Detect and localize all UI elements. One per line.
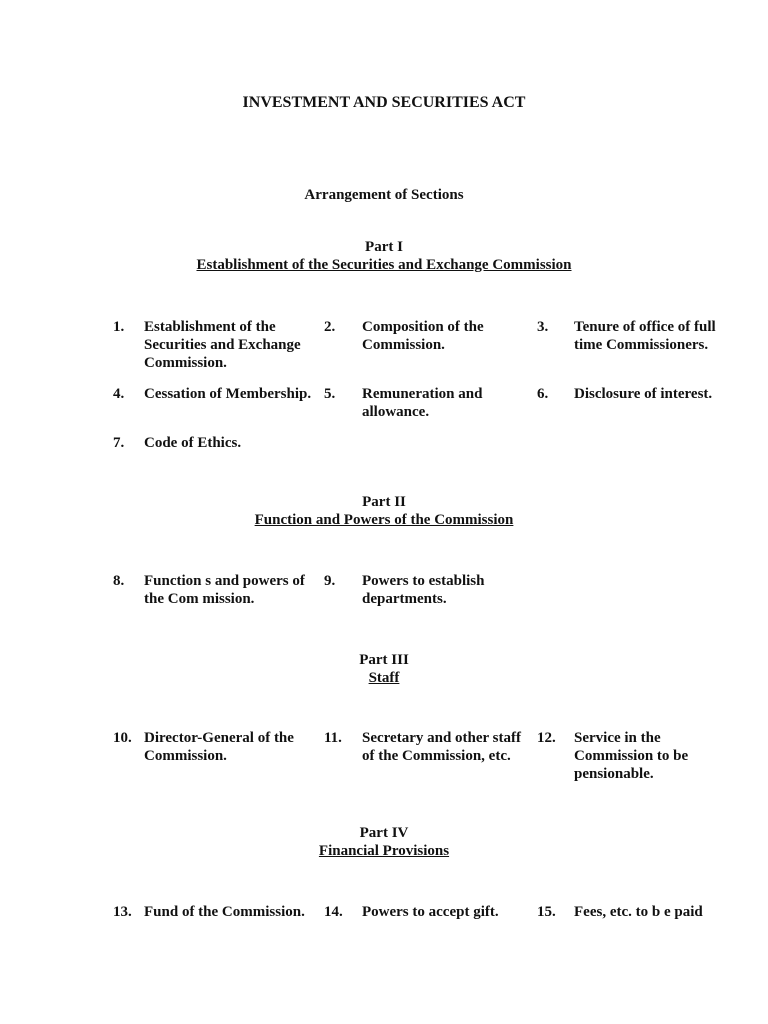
part-3-header <box>0 651 768 687</box>
document-title: INVESTMENT AND SECURITIES ACT <box>242 94 526 111</box>
arrangement-subtitle: Arrangement of Sections <box>304 187 464 203</box>
section-title: Powers to establish departments. <box>362 573 485 607</box>
section-row <box>0 729 768 789</box>
section-number: 8. <box>113 573 125 589</box>
section-number: 6. <box>537 386 549 402</box>
part-1-header <box>0 238 768 274</box>
section-title: Director-General of the Commission. <box>144 730 294 764</box>
part-name: Part II <box>362 494 406 510</box>
section-title: Code of Ethics. <box>144 435 242 451</box>
section-title: Remuneration and allowance. <box>362 386 483 420</box>
section-title: Disclosure of interest. <box>574 386 713 402</box>
section-number: 15. <box>537 904 556 920</box>
section-title: Establishment of the Securities and Exchange Commission. <box>144 319 301 371</box>
section-title: Composition of the Commission. <box>362 319 484 353</box>
part-heading: Financial Provisions <box>318 843 450 859</box>
part-name: Part IV <box>359 825 409 841</box>
section-row <box>0 572 768 632</box>
section-title: Service in the Commission to be pensionable. <box>574 730 689 782</box>
part-name: Part I <box>365 239 403 255</box>
section-title: Powers to accept gift. <box>362 904 499 920</box>
section-number: 4. <box>113 386 125 402</box>
section-title: Fund of the Commission. <box>144 904 305 920</box>
section-number: 3. <box>537 319 549 335</box>
section-row <box>0 903 768 963</box>
section-title: Fees, etc. to b e paid <box>574 904 703 920</box>
section-number: 7. <box>113 435 125 451</box>
section-number: 13. <box>113 904 132 920</box>
section-row <box>0 318 768 378</box>
part-2-header <box>0 493 768 529</box>
part-heading: Function and Powers of the Commission <box>254 512 514 528</box>
part-4-header <box>0 824 768 860</box>
part-heading: Establishment of the Securities and Exchange Commission <box>196 257 572 273</box>
section-number: 1. <box>113 319 125 335</box>
section-title: Cessation of Membership. <box>144 386 312 402</box>
section-number: 14. <box>324 904 343 920</box>
section-number: 2. <box>324 319 336 335</box>
section-number: 10. <box>113 730 132 746</box>
section-number: 12. <box>537 730 556 746</box>
section-title: Function s and powers of the Com mission. <box>144 573 305 607</box>
section-number: 9. <box>324 573 336 589</box>
section-number: 11. <box>324 730 342 746</box>
section-number: 5. <box>324 386 336 402</box>
part-name: Part III <box>359 652 409 668</box>
section-title: Tenure of office of full time Commissioners. <box>574 319 716 353</box>
section-row <box>0 434 768 494</box>
part-heading: Staff <box>368 670 400 686</box>
section-title: Secretary and other staff of the Commission, etc. <box>362 730 521 764</box>
